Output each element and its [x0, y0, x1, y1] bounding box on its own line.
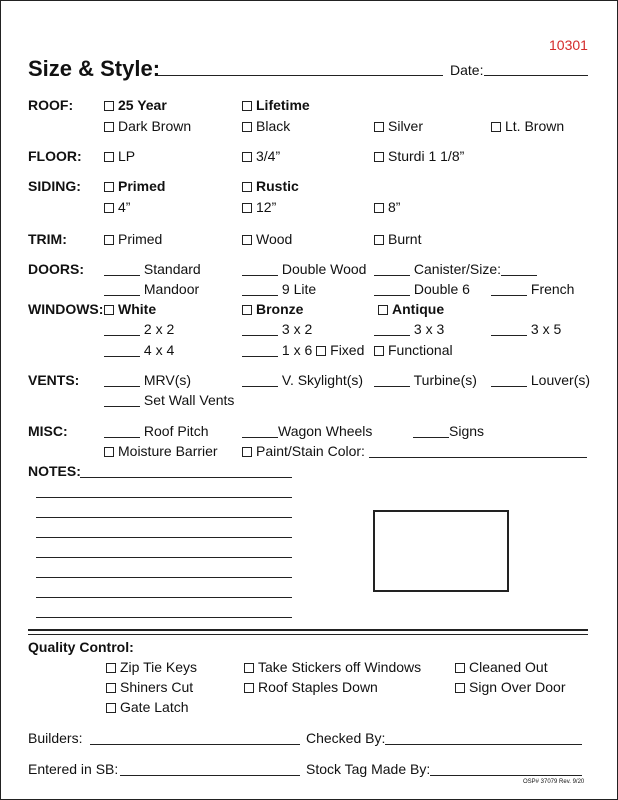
windows-3x5[interactable]: 3 x 5	[491, 322, 561, 336]
checkbox[interactable]	[106, 683, 116, 693]
vents-label: VENTS:	[28, 372, 80, 388]
builders-field[interactable]	[90, 744, 300, 745]
qc-zip-tie-keys[interactable]: Zip Tie Keys	[106, 660, 197, 674]
windows-label: WINDOWS:	[28, 301, 104, 317]
checkbox[interactable]	[106, 663, 116, 673]
form-number: 10301	[549, 37, 588, 53]
notes-line[interactable]	[80, 477, 292, 478]
section-divider	[28, 634, 588, 635]
checkbox[interactable]	[104, 203, 114, 213]
fixed-checkbox[interactable]	[316, 346, 326, 356]
qty-blank[interactable]	[374, 386, 410, 387]
qc-roof-staples[interactable]: Roof Staples Down	[244, 680, 378, 694]
page-title: Size & Style:	[28, 56, 161, 81]
checked-by-label: Checked By:	[306, 730, 386, 746]
qty-blank[interactable]	[242, 295, 278, 296]
qty-blank[interactable]	[413, 437, 449, 438]
windows-3x3[interactable]: 3 x 3	[374, 322, 444, 336]
qty-blank[interactable]	[242, 275, 278, 276]
qty-blank[interactable]	[491, 295, 527, 296]
qc-take-stickers[interactable]: Take Stickers off Windows	[244, 660, 421, 674]
paint-color-field[interactable]	[369, 457, 587, 458]
qc-gate-latch[interactable]: Gate Latch	[106, 700, 189, 714]
roof-silver-option[interactable]: Silver	[374, 119, 423, 133]
checkbox[interactable]	[242, 447, 252, 457]
checkbox[interactable]	[374, 203, 384, 213]
windows-functional-option[interactable]: Functional	[374, 343, 453, 357]
misc-label: MISC:	[28, 423, 68, 439]
qty-blank[interactable]	[242, 437, 278, 438]
qty-blank[interactable]	[242, 386, 278, 387]
notes-line[interactable]	[36, 617, 292, 618]
size-blank[interactable]	[501, 275, 537, 276]
doors-double-wood[interactable]: Double Wood	[242, 262, 366, 276]
qty-blank[interactable]	[242, 356, 278, 357]
doors-9-lite[interactable]: 9 Lite	[242, 282, 316, 296]
builders-label: Builders:	[28, 730, 83, 746]
trim-burnt-option[interactable]: Burnt	[374, 232, 421, 246]
qty-blank[interactable]	[374, 295, 410, 296]
checkbox[interactable]	[242, 182, 252, 192]
qty-blank[interactable]	[104, 356, 140, 357]
date-label: Date:	[450, 62, 484, 78]
stock-tag-field[interactable]	[430, 775, 582, 776]
misc-roof-pitch[interactable]: Roof Pitch	[104, 424, 208, 438]
siding-label: SIDING:	[28, 178, 81, 194]
notes-line[interactable]	[36, 537, 292, 538]
doors-canister[interactable]: Canister/Size:	[374, 262, 537, 276]
notes-line[interactable]	[36, 597, 292, 598]
windows-bronze-option[interactable]: Bronze	[242, 302, 303, 316]
qty-blank[interactable]	[104, 295, 140, 296]
entered-field[interactable]	[120, 775, 300, 776]
vents-set-wall[interactable]: Set Wall Vents	[104, 393, 234, 407]
checkbox[interactable]	[104, 447, 114, 457]
roof-label: ROOF:	[28, 97, 74, 113]
vents-skylight[interactable]: V. Skylight(s)	[242, 373, 363, 387]
entered-label: Entered in SB:	[28, 761, 119, 777]
trim-label: TRIM:	[28, 231, 67, 247]
floor-sturdi-option[interactable]: Sturdi 1 1/8”	[374, 149, 464, 163]
roof-25-year-option[interactable]: 25 Year	[104, 98, 167, 112]
qty-blank[interactable]	[491, 386, 527, 387]
siding-primed-option[interactable]: Primed	[104, 179, 165, 193]
checkbox[interactable]	[104, 235, 114, 245]
checkbox[interactable]	[104, 122, 114, 132]
qty-blank[interactable]	[374, 335, 410, 336]
checkbox[interactable]	[374, 152, 384, 162]
qty-blank[interactable]	[491, 335, 527, 336]
checkbox[interactable]	[378, 305, 388, 315]
floor-3-4-option[interactable]: 3/4”	[242, 149, 280, 163]
qty-blank[interactable]	[242, 335, 278, 336]
qc-sign-over-door[interactable]: Sign Over Door	[455, 680, 565, 694]
checkbox[interactable]	[104, 182, 114, 192]
sketch-box[interactable]	[373, 510, 509, 592]
stock-tag-label: Stock Tag Made By:	[306, 761, 431, 777]
trim-primed-option[interactable]: Primed	[104, 232, 162, 246]
checkbox[interactable]	[244, 663, 254, 673]
windows-antique-option[interactable]: Antique	[378, 302, 444, 316]
checkbox[interactable]	[104, 305, 114, 315]
qty-blank[interactable]	[104, 275, 140, 276]
section-divider	[28, 629, 588, 631]
checkbox[interactable]	[242, 235, 252, 245]
windows-4x4[interactable]: 4 x 4	[104, 343, 174, 357]
quality-control-title: Quality Control:	[28, 639, 134, 655]
checkbox[interactable]	[242, 101, 252, 111]
vents-louver[interactable]: Louver(s)	[491, 373, 590, 387]
qty-blank[interactable]	[104, 437, 140, 438]
size-style-field[interactable]	[158, 60, 443, 76]
qc-shiners-cut[interactable]: Shiners Cut	[106, 680, 193, 694]
doors-label: DOORS:	[28, 261, 84, 277]
qty-blank[interactable]	[104, 386, 140, 387]
checkbox[interactable]	[242, 203, 252, 213]
misc-wagon-wheels[interactable]: Wagon Wheels	[242, 424, 372, 438]
siding-8-option[interactable]: 8”	[374, 200, 400, 214]
siding-12-option[interactable]: 12”	[242, 200, 276, 214]
notes-label: NOTES:	[28, 463, 81, 479]
checkbox[interactable]	[242, 152, 252, 162]
roof-lifetime-option[interactable]: Lifetime	[242, 98, 310, 112]
checkbox[interactable]	[374, 346, 384, 356]
qty-blank[interactable]	[104, 335, 140, 336]
doors-french[interactable]: French	[491, 282, 574, 296]
trim-wood-option[interactable]: Wood	[242, 232, 292, 246]
date-field[interactable]	[484, 60, 588, 76]
checkbox[interactable]	[106, 703, 116, 713]
notes-line[interactable]	[36, 557, 292, 558]
checkbox[interactable]	[374, 122, 384, 132]
windows-3x2[interactable]: 3 x 2	[242, 322, 312, 336]
misc-moisture-barrier-option[interactable]: Moisture Barrier	[104, 444, 218, 458]
notes-line[interactable]	[36, 577, 292, 578]
windows-1x6[interactable]: 1 x 6 Fixed	[242, 343, 364, 357]
checked-by-field[interactable]	[385, 744, 582, 745]
qty-blank[interactable]	[104, 406, 140, 407]
siding-4-option[interactable]: 4”	[104, 200, 130, 214]
vents-mrv[interactable]: MRV(s)	[104, 373, 191, 387]
checkbox[interactable]	[104, 101, 114, 111]
doors-double-6[interactable]: Double 6	[374, 282, 470, 296]
floor-label: FLOOR:	[28, 148, 82, 164]
doors-mandoor[interactable]: Mandoor	[104, 282, 199, 296]
windows-2x2[interactable]: 2 x 2	[104, 322, 174, 336]
form-code: OSP# 37079 Rev. 9/20	[523, 779, 585, 785]
checkbox[interactable]	[104, 152, 114, 162]
notes-line[interactable]	[36, 497, 292, 498]
checkbox[interactable]	[244, 683, 254, 693]
vents-turbine[interactable]: Turbine(s)	[374, 373, 477, 387]
roof-dark-brown-option[interactable]: Dark Brown	[104, 119, 191, 133]
qty-blank[interactable]	[374, 275, 410, 276]
checkbox[interactable]	[374, 235, 384, 245]
misc-paint-stain[interactable]: Paint/Stain Color:	[242, 444, 587, 458]
floor-lp-option[interactable]: LP	[104, 149, 135, 163]
checkbox[interactable]	[455, 683, 465, 693]
checkbox[interactable]	[455, 663, 465, 673]
siding-rustic-option[interactable]: Rustic	[242, 179, 299, 193]
windows-white-option[interactable]: White	[104, 302, 156, 316]
roof-lt-brown-option[interactable]: Lt. Brown	[491, 119, 564, 133]
checkbox[interactable]	[242, 122, 252, 132]
notes-line[interactable]	[36, 517, 292, 518]
qc-cleaned-out[interactable]: Cleaned Out	[455, 660, 548, 674]
roof-black-option[interactable]: Black	[242, 119, 290, 133]
checkbox[interactable]	[242, 305, 252, 315]
doors-standard[interactable]: Standard	[104, 262, 201, 276]
checkbox[interactable]	[491, 122, 501, 132]
misc-signs[interactable]: Signs	[413, 424, 484, 438]
